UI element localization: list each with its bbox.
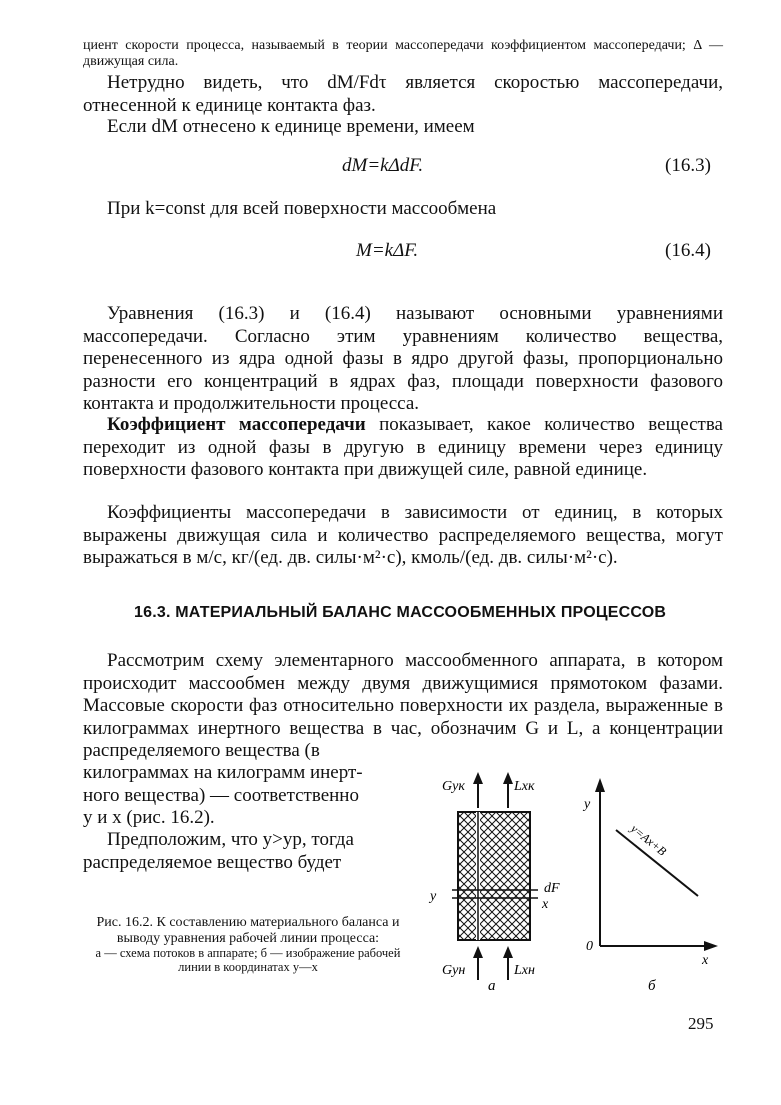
label-lxk: Lxк (514, 779, 535, 794)
paragraph-3: При k=const для всей поверхности массообмена (107, 198, 497, 219)
formula-16-3: dM=kΔdF. (342, 155, 424, 176)
label-a: а (488, 978, 496, 994)
axis-label-y: y (584, 797, 591, 812)
text-line: килограммах на килограмм инерт- (83, 762, 363, 783)
paragraph-4: Уравнения (16.3) и (16.4) называют основными уравнениями массопередачи. Согласно этим уравнениям количество вещества, перенесенного из ядра одной фазы в ядро другой фазы, пропорционально разности его концентраций в ядрах фаз, площади поверхности фазового контакта и продолжительности процесса. (83, 303, 723, 414)
caption-subtitle: а — схема потоков в аппарате; б — изображение рабочей линии в координатах y—x (95, 946, 401, 974)
section-title: 16.3. МАТЕРИАЛЬНЫЙ БАЛАНС МАССООБМЕННЫХ ПРОЦЕССОВ (134, 604, 667, 621)
paragraph-5-text: показывает, какое количество вещества переходит из одной фазы в другую в единицу времени через единицу поверхности фазового контакта при движущей силе, равной единице. (83, 414, 723, 480)
paragraph-7: Рассмотрим схему элементарного массообменного аппарата, в котором происходит массообмен между двумя движущимися прямотоком фазами. Массовые скорости фаз относительно поверхности их раздела, выраженные в килограммах инертного вещества в час, обозначим G и L, а концентрации распределяемого вещества (в (83, 650, 723, 761)
label-b: б (648, 978, 656, 994)
label-df: dF (544, 881, 560, 896)
text-line: распределяемое вещество будет (83, 851, 342, 873)
label-gyn: Gyн (442, 963, 466, 978)
label-lxn: Lxн (514, 963, 535, 978)
arrowhead-gyn (473, 946, 483, 958)
paragraph-2: Если dM отнесено к единице времени, имеем (107, 116, 475, 137)
term-mass-transfer-coefficient: Коэффициент массопередачи (107, 414, 366, 435)
operating-line-graph (582, 778, 718, 994)
paragraph-5 (83, 414, 723, 482)
figure-caption (78, 915, 418, 974)
paragraph-fragment: циент скорости процесса, называемый в теории массопередачи коэффициентом массопередачи; Δ — движущая сила. (83, 38, 723, 69)
caption-title: Рис. 16.2. К составлению материального баланса и выводу уравнения рабочей линии процесса: (96, 915, 400, 946)
apparatus-body (458, 812, 530, 940)
formula-16-3-number: (16.3) (665, 155, 711, 176)
arrowhead-lxn (503, 946, 513, 958)
formula-16-4: M=kΔF. (356, 240, 419, 261)
figure-16-2 (420, 768, 720, 998)
arrowhead-lxk (503, 772, 513, 784)
formula-16-4-number: (16.4) (665, 240, 711, 261)
label-y: y (430, 889, 437, 904)
line-equation-label: y=Ax+B (628, 821, 670, 859)
axis-label-x: x (702, 953, 709, 968)
y-axis-arrow (595, 778, 605, 792)
paragraph-8 (83, 829, 413, 874)
apparatus-scheme (428, 772, 560, 994)
label-x: x (542, 897, 549, 912)
paragraph-1: Нетрудно видеть, что dM/Fdτ является скоростью массопередачи, отнесенной к единице контакта фаз. (83, 72, 723, 116)
label-gyk: Gyк (442, 779, 465, 794)
arrowhead-gyk (473, 772, 483, 784)
paragraph-7-continued (83, 762, 413, 830)
text-line: y и x (рис. 16.2). (83, 807, 215, 828)
paragraph-6: Коэффициенты массопередачи в зависимости от единиц, в которых выражены движущая сила и количество распределяемого вещества, могут выражаться в м/с, кг/(ед. дв. силы·м²·с), кмоль/(ед. дв. силы·м²·с). (83, 502, 723, 568)
text-line: ного вещества) — соответственно (83, 784, 359, 806)
x-axis-arrow (704, 941, 718, 951)
page-number: 295 (688, 1014, 714, 1033)
origin-label: 0 (586, 939, 593, 954)
text-line: Предположим, что y>yр, тогда (107, 829, 354, 850)
